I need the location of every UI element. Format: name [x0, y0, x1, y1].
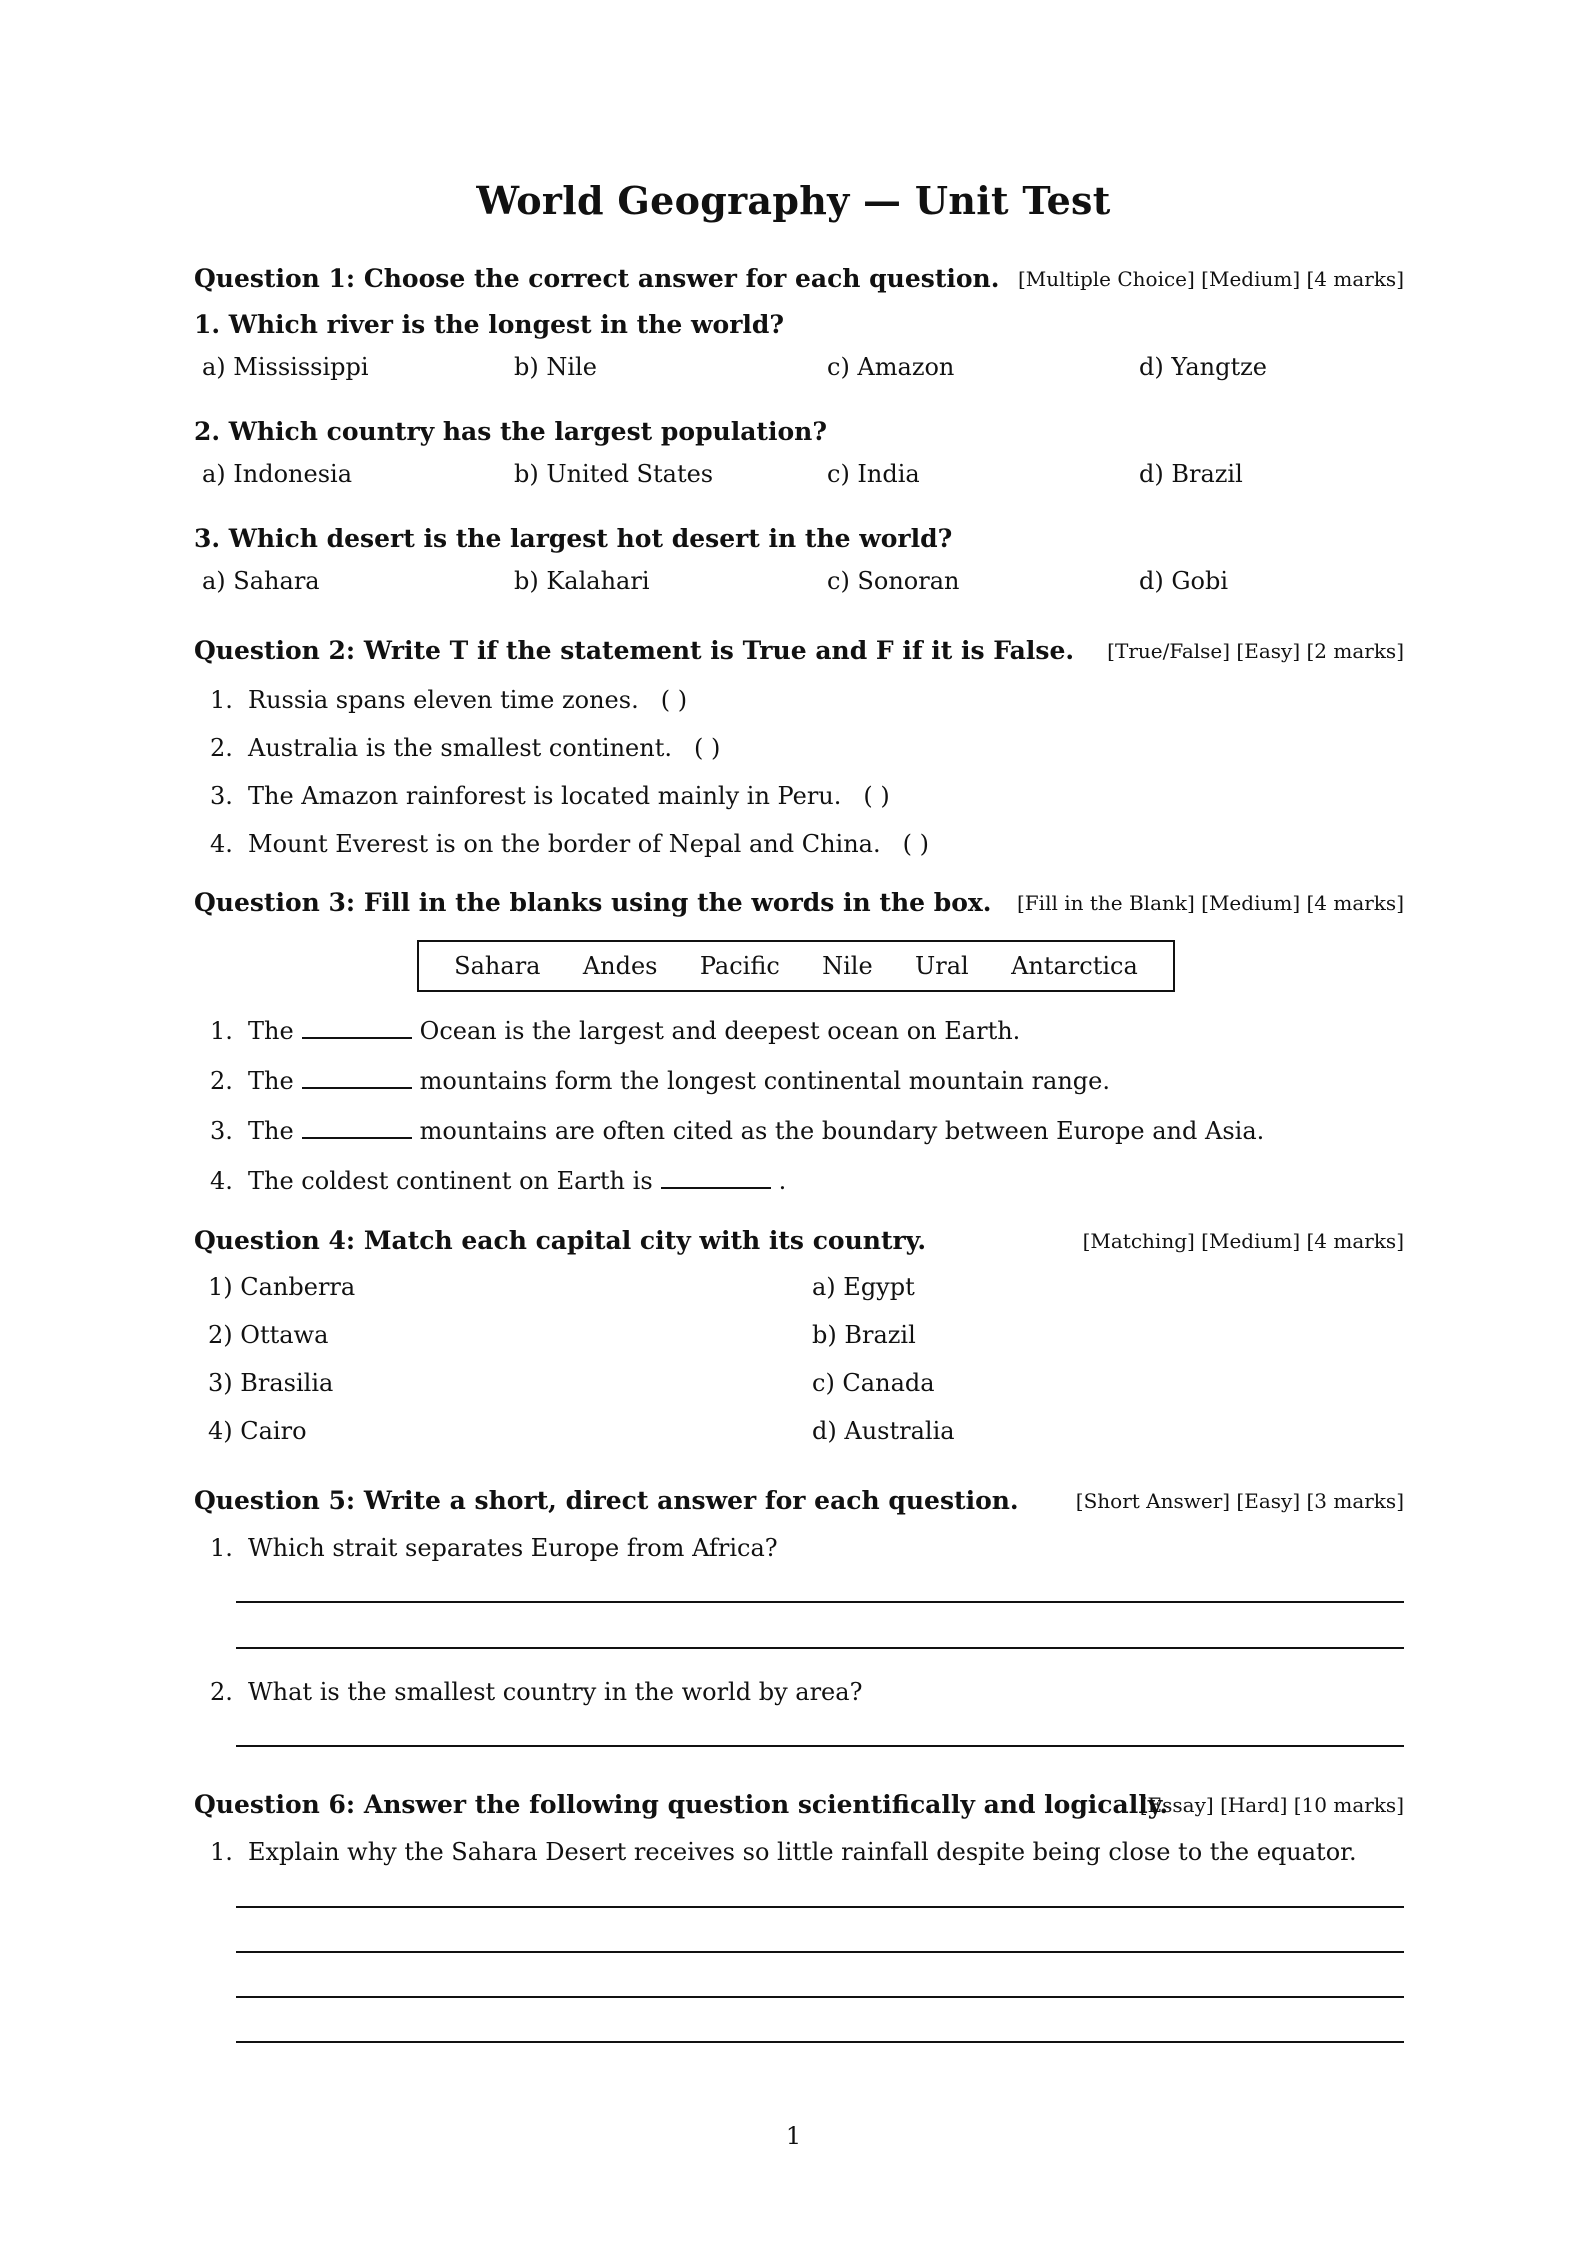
q5-item-1-number: 1. — [210, 1534, 233, 1562]
q3-item-1 — [210, 1015, 1020, 1045]
q6-item-1-text: Explain why the Sahara Desert receives so little rainfall despite being close to the equator. — [248, 1838, 1357, 1866]
q3-item-3-before: The — [248, 1117, 294, 1145]
question-2-heading — [194, 636, 1404, 665]
q2-item-4-answer-box[interactable]: ( ) — [902, 830, 929, 858]
q2-item-4-text: Mount Everest is on the border of Nepal and China. — [248, 830, 881, 858]
q3-item-1-after: Ocean is the largest and deepest ocean on Earth. — [419, 1017, 1021, 1045]
q2-item-2 — [210, 734, 720, 762]
q1-item-3-prompt: 3. Which desert is the largest hot desert in the world? — [194, 524, 953, 553]
q1-item-3-option-c[interactable]: c) Sonoran — [827, 567, 960, 595]
question-6-tags: [Essay] [Hard] [10 marks] — [1139, 1793, 1404, 1817]
question-1-text: Question 1: Choose the correct answer for each question. — [194, 264, 1000, 293]
question-5-heading — [194, 1486, 1404, 1515]
word-bank-word: Nile — [822, 952, 873, 980]
q5-item-2-number: 2. — [210, 1678, 233, 1706]
q1-item-1-option-c[interactable]: c) Amazon — [827, 353, 955, 381]
q3-item-4 — [210, 1165, 786, 1195]
q3-item-4-number: 4. — [210, 1167, 233, 1195]
answer-line[interactable] — [236, 2041, 1404, 2043]
question-6-text: Question 6: Answer the following question scientifically and logically. — [194, 1790, 1169, 1819]
question-2-tags: [True/False] [Easy] [2 marks] — [1107, 639, 1404, 663]
q1-item-1-prompt: 1. Which river is the longest in the world? — [194, 310, 785, 339]
q5-item-2 — [210, 1678, 862, 1706]
word-bank-word: Pacific — [699, 952, 780, 980]
q3-item-3-after: mountains are often cited as the boundary between Europe and Asia. — [419, 1117, 1265, 1145]
q3-item-1-number: 1. — [210, 1017, 233, 1045]
question-2-text: Question 2: Write T if the statement is True and F if it is False. — [194, 636, 1075, 665]
q1-item-2-option-a[interactable]: a) Indonesia — [202, 460, 353, 488]
answer-line[interactable] — [236, 1647, 1404, 1649]
q6-item-1-number: 1. — [210, 1838, 233, 1866]
answer-line[interactable] — [236, 1906, 1404, 1908]
answer-line[interactable] — [236, 1745, 1404, 1747]
question-5-text: Question 5: Write a short, direct answer for each question. — [194, 1486, 1019, 1515]
question-4-heading — [194, 1226, 1404, 1255]
q2-item-1 — [210, 686, 687, 714]
question-3-text: Question 3: Fill in the blanks using the words in the box. — [194, 888, 992, 917]
q1-item-2-option-c[interactable]: c) India — [827, 460, 920, 488]
question-6-heading — [194, 1790, 1404, 1819]
q1-item-3-option-d[interactable]: d) Gobi — [1139, 567, 1229, 595]
q6-item-1 — [210, 1838, 1357, 1866]
word-bank-box — [417, 940, 1175, 992]
q2-item-2-number: 2. — [210, 734, 233, 762]
q2-item-3-text: The Amazon rainforest is located mainly in Peru. — [248, 782, 842, 810]
question-4-tags: [Matching] [Medium] [4 marks] — [1082, 1229, 1404, 1253]
q3-item-2 — [210, 1065, 1110, 1095]
q3-item-4-before: The coldest continent on Earth is — [248, 1167, 653, 1195]
word-bank-word: Sahara — [454, 952, 541, 980]
q2-item-3-number: 3. — [210, 782, 233, 810]
q3-item-4-blank[interactable] — [661, 1165, 771, 1189]
q2-item-2-answer-box[interactable]: ( ) — [693, 734, 721, 762]
q1-item-2-prompt: 2. Which country has the largest population? — [194, 417, 827, 446]
q1-item-2-option-d[interactable]: d) Brazil — [1139, 460, 1243, 488]
q5-item-2-text: What is the smallest country in the world by area? — [248, 1678, 863, 1706]
q2-item-1-number: 1. — [210, 686, 233, 714]
word-bank-word: Ural — [915, 952, 969, 980]
answer-line[interactable] — [236, 1601, 1404, 1603]
match-left-item[interactable]: 1) Canberra — [208, 1273, 356, 1301]
match-left-item[interactable]: 2) Ottawa — [208, 1321, 329, 1349]
match-right-item[interactable]: a) Egypt — [812, 1273, 915, 1301]
q1-item-3-option-a[interactable]: a) Sahara — [202, 567, 320, 595]
match-right-item[interactable]: d) Australia — [812, 1417, 955, 1445]
question-3-tags: [Fill in the Blank] [Medium] [4 marks] — [1017, 891, 1404, 915]
answer-line[interactable] — [236, 1951, 1404, 1953]
q2-item-4 — [210, 830, 929, 858]
q1-item-2-option-b[interactable]: b) United States — [514, 460, 714, 488]
q3-item-1-before: The — [248, 1017, 294, 1045]
q5-item-1 — [210, 1534, 778, 1562]
question-5-tags: [Short Answer] [Easy] [3 marks] — [1075, 1489, 1404, 1513]
q2-item-3 — [210, 782, 890, 810]
question-3-heading — [194, 888, 1404, 917]
q2-item-1-answer-box[interactable]: ( ) — [660, 686, 688, 714]
q1-item-1-option-b[interactable]: b) Nile — [514, 353, 597, 381]
q3-item-2-blank[interactable] — [302, 1065, 412, 1089]
q2-item-2-text: Australia is the smallest continent. — [248, 734, 672, 762]
q2-item-1-text: Russia spans eleven time zones. — [248, 686, 639, 714]
q3-item-1-blank[interactable] — [302, 1015, 412, 1039]
q3-item-2-number: 2. — [210, 1067, 233, 1095]
q1-item-1-option-a[interactable]: a) Mississippi — [202, 353, 369, 381]
question-1-heading — [194, 264, 1404, 293]
q3-item-3-blank[interactable] — [302, 1115, 412, 1139]
q3-item-4-after: . — [778, 1167, 787, 1195]
q3-item-2-after: mountains form the longest continental mountain range. — [419, 1067, 1110, 1095]
question-1-tags: [Multiple Choice] [Medium] [4 marks] — [1017, 267, 1404, 291]
q2-item-4-number: 4. — [210, 830, 233, 858]
q3-item-2-before: The — [248, 1067, 294, 1095]
match-right-item[interactable]: c) Canada — [812, 1369, 935, 1397]
q3-item-3-number: 3. — [210, 1117, 233, 1145]
q1-item-3-option-b[interactable]: b) Kalahari — [514, 567, 650, 595]
question-4-text: Question 4: Match each capital city with its country. — [194, 1226, 927, 1255]
word-bank-word: Andes — [582, 952, 658, 980]
match-left-item[interactable]: 4) Cairo — [208, 1417, 307, 1445]
q1-item-1-option-d[interactable]: d) Yangtze — [1139, 353, 1267, 381]
q3-item-3 — [210, 1115, 1264, 1145]
q5-item-1-text: Which strait separates Europe from Africa? — [248, 1534, 778, 1562]
page-number: 1 — [785, 2122, 802, 2150]
word-bank-word: Antarctica — [1011, 952, 1138, 980]
match-right-item[interactable]: b) Brazil — [812, 1321, 916, 1349]
q2-item-3-answer-box[interactable]: ( ) — [863, 782, 890, 810]
answer-line[interactable] — [236, 1996, 1404, 1998]
match-left-item[interactable]: 3) Brasilia — [208, 1369, 334, 1397]
page-title: World Geography — Unit Test — [476, 178, 1111, 223]
